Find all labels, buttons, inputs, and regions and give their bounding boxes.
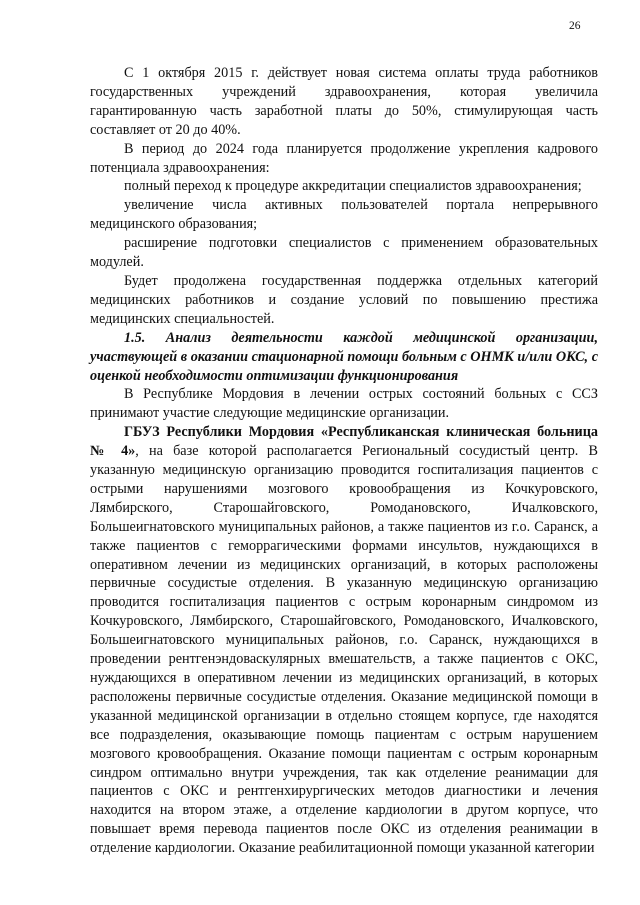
paragraph-staffing-plans: В период до 2024 года планируется продолжение укрепления кадрового потенциала здравоохранения: xyxy=(90,140,598,176)
organization-description: , на базе которой располагается Региональный сосудистый центр. В указанную медицинскую организацию проводится госпитализация пациентов с острыми нарушениями мозгового кровообращения из Кочкуровского, Лямбирского, Старошайговского, Ромодановского, Ичалковского, Большеигнатовского муниципальных районов, а также пациентов из г.о. Саранск, а также пациентов с геморрагическими формами инсультов, нуждающихся в оперативном лечении из медицинских организаций, в которых расположены первичные сосудистые отделения. В указанную медицинскую организацию проводится госпитализация пациентов с острым коронарным синдромом из Кочкуровского, Лямбирского, Старошайговского, Ромодановского, Ичалковского, Большеигнатовского муниципальных районов, г.о. Саранск, нуждающихся в проведении рентгенэндоваскулярных вмешательств, а также пациентов с ОКС, нуждающихся в оперативном лечении из медицинских организаций, в которых расположены первичные сосудистые отделения. Оказание медицинской помощи в указанной медицинской организации в отдельно стоящем корпусе, где находятся все подразделения, оказывающие помощь пациентам с острым нарушением мозгового кровообращения. Оказание помощи пациентам с острым коронарным синдром оптимально внутри учреждения, так как отделение реанимации для пациентов с ОКС и рентгенхирургических методов диагностики и лечения находится на втором этаже, а отделение кардиологии в другом корпусе, что повышает время перевода пациентов после ОКС из отделения реанимации в отделение кардиологии. Оказание реабилитационной помощи указанной категории xyxy=(90,443,598,857)
list-item-education-modules: расширение подготовки специалистов с применением образовательных модулей. xyxy=(90,235,598,271)
paragraph-state-support: Будет продолжена государственная поддержка отдельных категорий медицинских работников и создание условий по повышению престижа медицинских специальностей. xyxy=(90,272,598,327)
organization-name: ГБУЗ Республики Мордовия «Республиканская клиническая больница № 4» xyxy=(90,424,598,460)
list-item-accreditation: полный переход к процедуре аккредитации специалистов здравоохранения; xyxy=(124,178,582,195)
paragraph-salary-system: С 1 октября 2015 г. действует новая система оплаты труда работников государственных учреждений здравоохранения, которая увеличила гарантированную часть заработной платы до 50%, стимулирующая часть составляет от 20 до 40%. xyxy=(90,65,598,138)
section-heading: 1.5. Анализ деятельности каждой медицинской организации, участвующей в оказании стационарной помощи больным с ОНМК и/или ОКС, с оценкой необходимости оптимизации функционирования xyxy=(90,329,598,384)
page-number: 26 xyxy=(569,20,581,32)
page-body xyxy=(90,64,598,858)
paragraph-organizations-intro: В Республике Мордовия в лечении острых состояний больных с ССЗ принимают участие следующие медицинские организации. xyxy=(90,386,598,422)
paragraph-hospital-4 xyxy=(90,423,598,858)
list-item-portal-users: увеличение числа активных пользователей портала непрерывного медицинского образования; xyxy=(90,197,598,233)
